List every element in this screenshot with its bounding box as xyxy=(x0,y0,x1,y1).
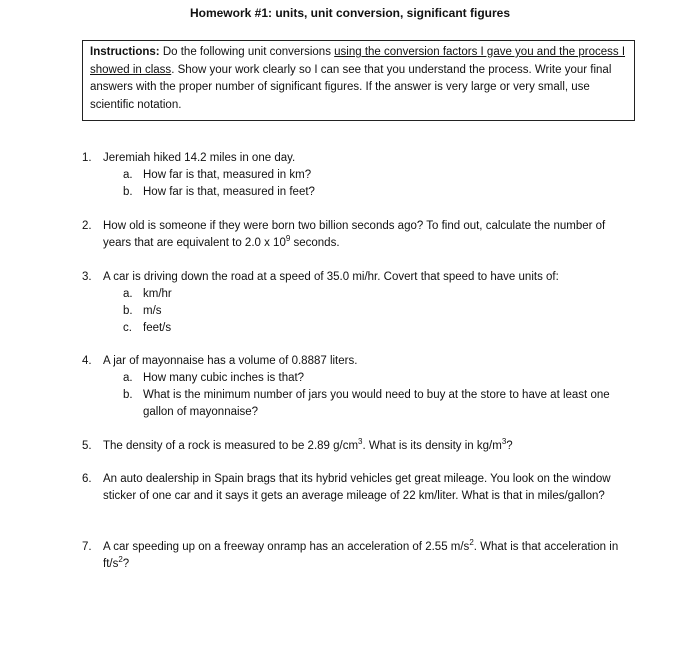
sub-question-text: How many cubic inches is that? xyxy=(143,372,305,384)
exponent: 2 xyxy=(469,538,474,548)
sub-question-label: b. xyxy=(123,186,133,198)
question-text: An auto dealership in Spain brags that its hybrid vehicles get great mileage. You look on the window sticker of one car and it says it gets an average mileage of 22 km/liter. What is that in miles/gallon? xyxy=(103,473,611,502)
question-7 xyxy=(82,539,622,573)
sub-question-text: How far is that, measured in feet? xyxy=(143,186,315,198)
question-text: A car is driving down the road at a speed of 35.0 mi/hr. Covert that speed to have units of: xyxy=(103,271,559,283)
instructions-text-2: . Show your work clearly so I can see that you understand the process. Write your final answers with the proper number of significant figures. If the answer is very large or very small, use scientific notation. xyxy=(90,63,612,111)
question-number: 5. xyxy=(82,440,92,452)
sub-question-3c xyxy=(123,320,622,337)
question-3 xyxy=(82,269,622,337)
page-title: Homework #1: units, unit conversion, significant figures xyxy=(189,6,511,20)
question-number: 2. xyxy=(82,220,92,232)
sub-question-text: km/hr xyxy=(143,288,172,300)
sub-question-text: What is the minimum number of jars you would need to buy at the store to have at least one gallon of mayonnaise? xyxy=(143,389,610,418)
instructions-text-1: Do the following unit conversions xyxy=(159,46,335,58)
sub-question-4b xyxy=(123,387,622,421)
exponent: 3 xyxy=(501,437,507,447)
question-number: 7. xyxy=(82,541,92,553)
question-text: A car speeding up on a freeway onramp has an acceleration of 2.55 $m/s^2$. What is that acceleration in $ft/s^2$? xyxy=(103,538,619,570)
question-text: A jar of mayonnaise has a volume of 0.8887 liters. xyxy=(103,355,358,367)
sub-question-4a xyxy=(123,370,622,387)
exponent: 2 xyxy=(118,555,123,565)
sub-question-text: feet/s xyxy=(143,322,172,334)
sub-question-label: a. xyxy=(123,288,133,300)
instructions-underlined-text: using the conversion factors I gave you and the process I showed in class xyxy=(90,46,626,76)
sub-question-label: a. xyxy=(123,372,133,384)
question-number: 6. xyxy=(82,473,92,485)
sub-question-label: b. xyxy=(123,389,133,401)
exponent: 9 xyxy=(285,234,291,244)
question-number: 4. xyxy=(82,355,92,367)
exponent: 3 xyxy=(358,437,363,447)
question-1 xyxy=(82,150,622,201)
question-6 xyxy=(82,471,622,505)
question-number: 1. xyxy=(82,152,92,164)
question-text: Jeremiah hiked 14.2 miles in one day. xyxy=(103,152,296,164)
sub-question-text: How far is that, measured in km? xyxy=(143,169,312,181)
question-text: How old is someone if they were born two billion seconds ago? To find out, calculate the number of years that are equivalent to 2.0 x $10^9$ seconds. xyxy=(103,220,606,249)
instructions-label: Instructions: xyxy=(90,46,160,58)
sub-question-1a xyxy=(123,167,622,184)
sub-question-1b xyxy=(123,184,622,201)
sub-question-text: m/s xyxy=(143,305,162,317)
sub-question-label: a. xyxy=(123,169,133,181)
sub-question-3b xyxy=(123,303,622,320)
sub-question-3a xyxy=(123,286,622,303)
instructions-box xyxy=(82,40,635,121)
sub-question-label: b. xyxy=(123,305,133,317)
question-text: The density of a rock is measured to be 2.89 $g/cm^3$. What is its density in $kg/m^3$? xyxy=(103,437,513,452)
question-5 xyxy=(82,438,622,455)
question-2 xyxy=(82,218,622,252)
question-number: 3. xyxy=(82,271,92,283)
sub-question-label: c. xyxy=(123,322,132,334)
question-4 xyxy=(82,353,622,421)
